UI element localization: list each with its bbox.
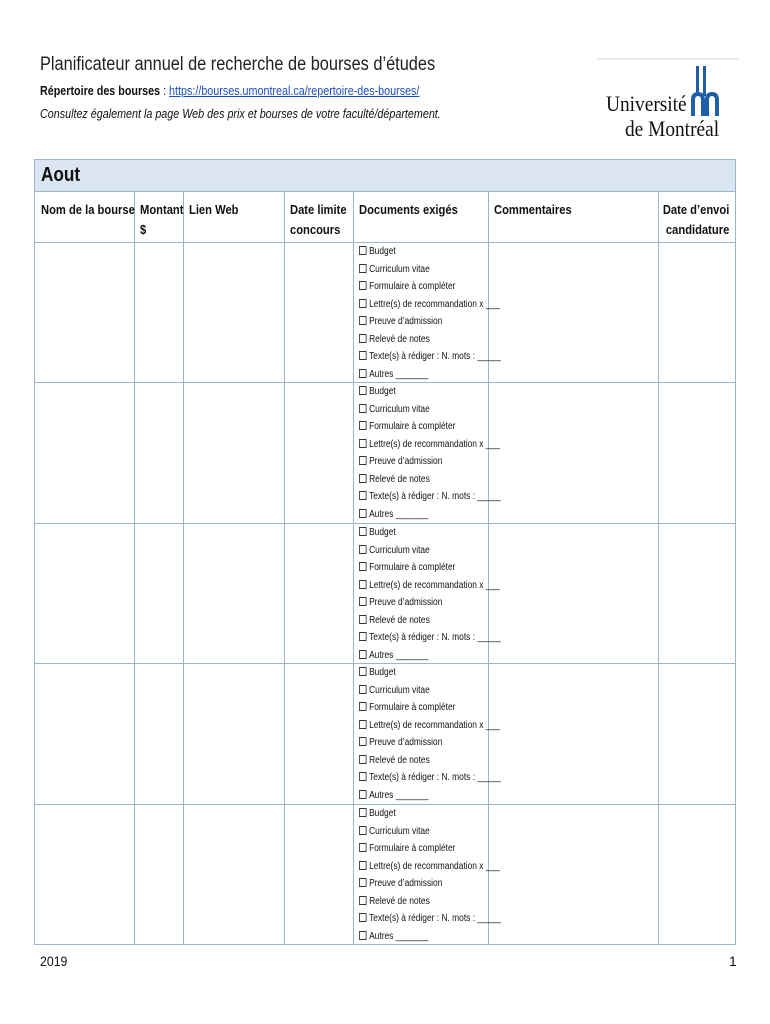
checklist-item[interactable]: Budget xyxy=(359,664,493,682)
checklist-item[interactable]: Formulaire à compléter xyxy=(359,559,493,577)
checklist-item[interactable]: Lettre(s) de recommandation x ___ xyxy=(359,296,493,314)
checkbox-icon xyxy=(359,369,367,378)
checklist-item[interactable]: Formulaire à compléter xyxy=(359,278,493,296)
checklist-item[interactable]: Relevé de notes xyxy=(359,331,493,349)
logo-line-2: de Montréal xyxy=(625,116,720,141)
documents-checklist xyxy=(359,243,519,383)
checklist-item[interactable]: Relevé de notes xyxy=(359,752,493,770)
checklist-item[interactable]: Budget xyxy=(359,805,493,823)
checklist-item[interactable]: Texte(s) à rédiger : N. mots : _____ xyxy=(359,629,493,647)
checkbox-icon xyxy=(359,843,367,852)
checklist-item[interactable]: Formulaire à compléter xyxy=(359,840,493,858)
checkbox-icon xyxy=(359,861,367,870)
checkbox-icon xyxy=(359,527,367,536)
checkbox-icon xyxy=(359,755,367,764)
checklist-item[interactable]: Curriculum vitae xyxy=(359,542,493,560)
checklist-item[interactable]: Budget xyxy=(359,524,493,542)
logo-rule xyxy=(598,58,738,60)
documents-checklist xyxy=(359,524,519,664)
header-lien-web: Lien Web xyxy=(189,202,239,217)
checkbox-icon xyxy=(359,790,367,799)
checkbox-icon xyxy=(359,404,367,413)
repertoire-line xyxy=(40,84,419,98)
checkbox-icon xyxy=(359,299,367,308)
checkbox-icon xyxy=(359,421,367,430)
checklist-item[interactable]: Formulaire à compléter xyxy=(359,418,493,436)
header-montant: Montant $ xyxy=(140,202,184,237)
logo-line-1: Université xyxy=(606,91,687,116)
repertoire-separator: : xyxy=(160,84,170,98)
page-title: Planificateur annuel de recherche de bourses d’études xyxy=(40,54,436,75)
checklist-item[interactable]: Preuve d’admission xyxy=(359,453,493,471)
documents-checklist xyxy=(359,383,519,523)
checklist-item[interactable]: Budget xyxy=(359,383,493,401)
checklist-item[interactable]: Preuve d’admission xyxy=(359,594,493,612)
checkbox-icon xyxy=(359,931,367,940)
checklist-item[interactable]: Lettre(s) de recommandation x ___ xyxy=(359,577,493,595)
scholarship-table xyxy=(34,159,736,945)
month-header xyxy=(35,160,735,192)
checkbox-icon xyxy=(359,720,367,729)
checkbox-icon xyxy=(359,597,367,606)
checklist-item[interactable]: Lettre(s) de recommandation x ___ xyxy=(359,436,493,454)
checkbox-icon xyxy=(359,615,367,624)
checkbox-icon xyxy=(359,878,367,887)
checkbox-icon xyxy=(359,826,367,835)
header-date-envoi: Date d’envoi candidature xyxy=(662,202,729,237)
checklist-item[interactable]: Curriculum vitae xyxy=(359,823,493,841)
checklist-item[interactable]: Preuve d’admission xyxy=(359,313,493,331)
checklist-item[interactable]: Texte(s) à rédiger : N. mots : _____ xyxy=(359,488,493,506)
header-documents-exiges: Documents exigés xyxy=(359,202,458,217)
header-commentaires: Commentaires xyxy=(494,202,572,217)
checkbox-icon xyxy=(359,351,367,360)
header-nom-de-la-bourse: Nom de la bourse xyxy=(41,202,135,217)
checklist-item[interactable]: Budget xyxy=(359,243,493,261)
footer-page-number: 1 xyxy=(729,953,737,969)
checkbox-icon xyxy=(359,545,367,554)
checkbox-icon xyxy=(359,808,367,817)
checklist-item[interactable]: Texte(s) à rédiger : N. mots : _____ xyxy=(359,769,493,787)
column-divider xyxy=(658,192,659,944)
checklist-item[interactable]: Relevé de notes xyxy=(359,612,493,630)
checklist-item[interactable]: Preuve d’admission xyxy=(359,734,493,752)
checkbox-icon xyxy=(359,667,367,676)
subtitle: Consultez également la page Web des prix et bourses de votre faculté/département. xyxy=(40,107,441,121)
checklist-item[interactable]: Lettre(s) de recommandation x ___ xyxy=(359,858,493,876)
checkbox-icon xyxy=(359,913,367,922)
checkbox-icon xyxy=(359,509,367,518)
month-label: Aout xyxy=(41,164,81,186)
checkbox-icon xyxy=(359,264,367,273)
checkbox-icon xyxy=(359,456,367,465)
checkbox-icon xyxy=(359,316,367,325)
checkbox-icon xyxy=(359,896,367,905)
checklist-item[interactable]: Curriculum vitae xyxy=(359,261,493,279)
documents-checklist xyxy=(359,664,519,804)
checklist-item[interactable]: Curriculum vitae xyxy=(359,401,493,419)
checklist-item[interactable]: Autres _______ xyxy=(359,506,493,524)
universite-de-montreal-logo xyxy=(598,58,738,144)
checkbox-icon xyxy=(359,685,367,694)
column-divider xyxy=(284,192,285,944)
checklist-item[interactable]: Texte(s) à rédiger : N. mots : _____ xyxy=(359,348,493,366)
checkbox-icon xyxy=(359,246,367,255)
um-emblem-icon xyxy=(690,66,722,116)
column-divider xyxy=(353,192,354,944)
checkbox-icon xyxy=(359,737,367,746)
header-date-limite: Date limite concours xyxy=(290,202,347,237)
checkbox-icon xyxy=(359,702,367,711)
checklist-item[interactable]: Relevé de notes xyxy=(359,893,493,911)
checklist-item[interactable]: Autres _______ xyxy=(359,366,493,384)
repertoire-label: Répertoire des bourses xyxy=(40,84,161,98)
checkbox-icon xyxy=(359,580,367,589)
checkbox-icon xyxy=(359,281,367,290)
footer-year: 2019 xyxy=(40,953,68,969)
documents-checklist xyxy=(359,805,519,945)
checklist-item[interactable]: Curriculum vitae xyxy=(359,682,493,700)
checklist-item[interactable]: Autres _______ xyxy=(359,928,493,946)
checkbox-icon xyxy=(359,386,367,395)
checkbox-icon xyxy=(359,474,367,483)
checklist-item[interactable]: Relevé de notes xyxy=(359,471,493,489)
checkbox-icon xyxy=(359,439,367,448)
checkbox-icon xyxy=(359,772,367,781)
checkbox-icon xyxy=(359,632,367,641)
checkbox-icon xyxy=(359,650,367,659)
checkbox-icon xyxy=(359,562,367,571)
checklist-item[interactable]: Lettre(s) de recommandation x ___ xyxy=(359,717,493,735)
column-divider xyxy=(183,192,184,944)
checklist-item[interactable]: Autres _______ xyxy=(359,647,493,665)
column-divider xyxy=(134,192,135,944)
checklist-item[interactable]: Texte(s) à rédiger : N. mots : _____ xyxy=(359,910,493,928)
checklist-item[interactable]: Autres _______ xyxy=(359,787,493,805)
repertoire-link[interactable]: https://bourses.umontreal.ca/repertoire-des-bourses/ xyxy=(169,84,420,98)
checklist-item[interactable]: Formulaire à compléter xyxy=(359,699,493,717)
checkbox-icon xyxy=(359,334,367,343)
checklist-item[interactable]: Preuve d’admission xyxy=(359,875,493,893)
checkbox-icon xyxy=(359,491,367,500)
